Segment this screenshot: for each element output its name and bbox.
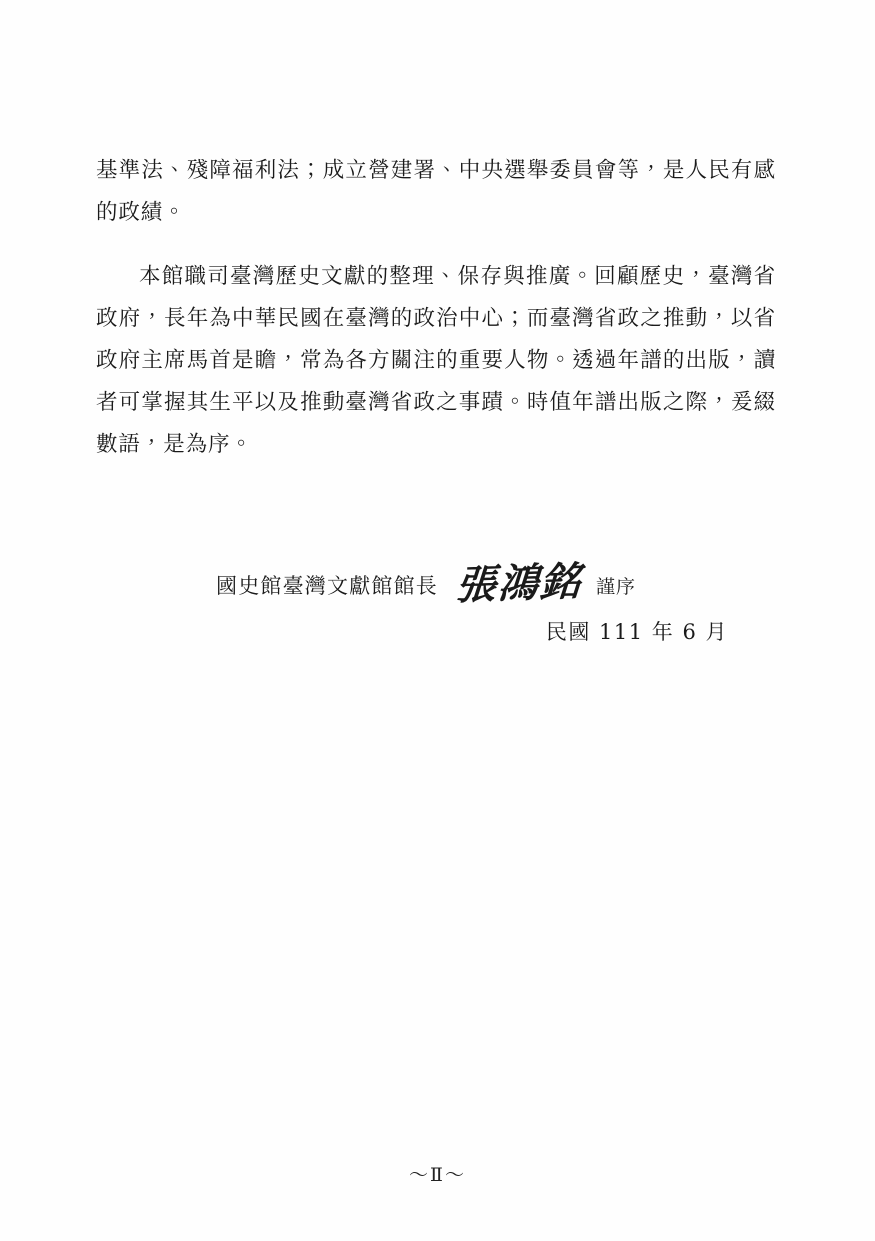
signatory-name: 張鴻銘 xyxy=(454,557,584,610)
paragraph-1: 基準法、殘障福利法；成立營建署、中央選舉委員會等，是人民有感的政績。 xyxy=(96,158,776,225)
page-number: ～Ⅱ～ xyxy=(409,1164,466,1186)
signature-date: 民國 111 年 6 月 xyxy=(545,620,728,644)
signature-block xyxy=(96,557,776,646)
signature-line xyxy=(96,557,776,610)
body-text xyxy=(96,150,776,466)
paragraph-2: 本館職司臺灣歷史文獻的整理、保存與推廣。回顧歷史，臺灣省政府，長年為中華民國在臺灣的政治中心；而臺灣省政之推動，以省政府主席馬首是瞻，常為各方關注的重要人物。透過年譜的出版，讀者可掌握其生平以及推動臺灣省政之事蹟。時值年譜出版之際，爰綴數語，是為序。 xyxy=(96,264,776,457)
signatory-title: 國史館臺灣文獻館館長 xyxy=(216,574,438,598)
signature-suffix: 謹序 xyxy=(596,576,637,598)
